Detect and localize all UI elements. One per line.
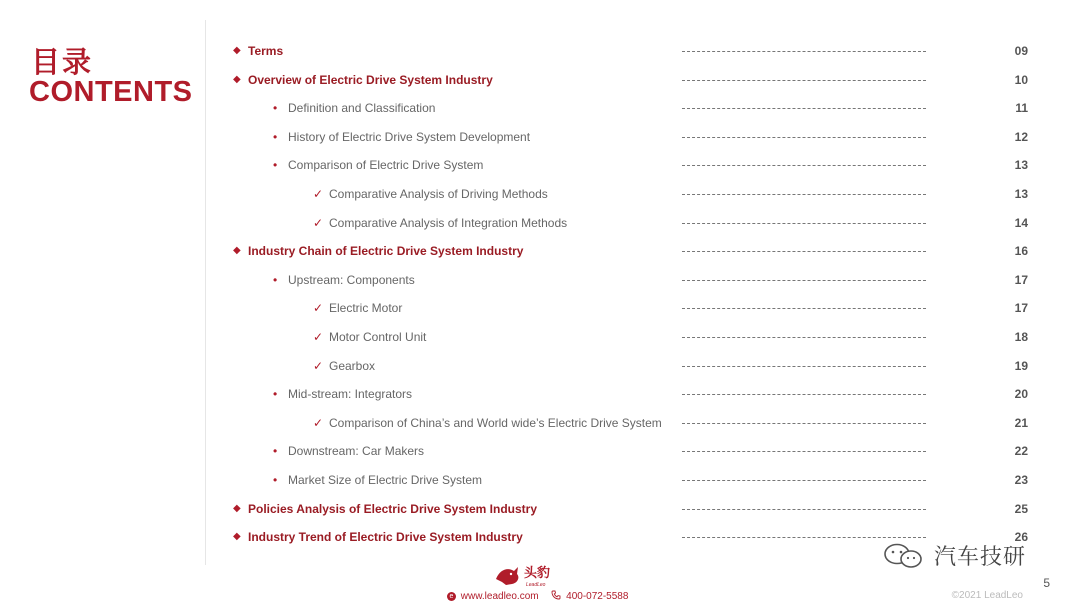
dotted-leader xyxy=(682,80,926,81)
diamond-bullet-icon: ◆ xyxy=(233,45,241,56)
toc-entry[interactable] xyxy=(0,380,1080,409)
toc-entry[interactable] xyxy=(0,123,1080,152)
toc-entry-label[interactable]: Market Size of Electric Drive System xyxy=(288,472,483,487)
dot-bullet-icon: • xyxy=(273,158,278,173)
toc-entry-label[interactable]: Comparison of Electric Drive System xyxy=(288,158,484,173)
page-title-en: CONTENTS xyxy=(29,76,193,108)
checkmark-icon: ✓ xyxy=(313,186,324,201)
toc-entry-label[interactable]: Industry Trend of Electric Drive System Industry xyxy=(248,530,523,545)
toc-entry-label[interactable]: Comparative Analysis of Integration Methods xyxy=(329,215,568,230)
toc-page-number: 21 xyxy=(1014,415,1028,430)
dotted-leader xyxy=(682,509,926,510)
diamond-bullet-icon: ◆ xyxy=(233,73,241,85)
toc-page-number: 14 xyxy=(1014,215,1028,230)
toc-entry[interactable] xyxy=(0,437,1080,466)
dotted-leader xyxy=(682,251,926,252)
copyright-text: ©2021 LeadLeo xyxy=(951,590,1023,601)
toc-page-number: 13 xyxy=(1014,158,1028,173)
toc-entry-label[interactable]: Policies Analysis of Electric Drive System Industry xyxy=(248,501,538,516)
diamond-bullet-icon: ◆ xyxy=(233,502,241,514)
logo-text: 头豹 xyxy=(524,566,551,581)
toc-page-number: 20 xyxy=(1014,387,1028,402)
dot-bullet-icon: • xyxy=(273,129,278,144)
toc-page-number: 17 xyxy=(1014,272,1028,287)
toc-page-number: 10 xyxy=(1014,72,1028,87)
toc-entry-label[interactable]: Upstream: Components xyxy=(288,272,415,287)
checkmark-icon: ✓ xyxy=(313,329,324,344)
website-link[interactable]: www.leadleo.com xyxy=(460,591,539,602)
table-of-contents xyxy=(0,37,1080,552)
toc-entry-label[interactable]: Motor Control Unit xyxy=(329,329,427,344)
logo-sub: LeadLeo xyxy=(526,582,546,588)
toc-entry[interactable] xyxy=(0,66,1080,95)
dot-bullet-icon: • xyxy=(273,272,278,287)
toc-page-number: 12 xyxy=(1014,129,1028,144)
toc-page-number: 09 xyxy=(1014,44,1028,58)
toc-entry[interactable] xyxy=(0,151,1080,180)
toc-entry-label[interactable]: Mid-stream: Integrators xyxy=(288,387,413,402)
toc-entry-label[interactable]: Electric Motor xyxy=(329,301,403,316)
dotted-leader xyxy=(682,366,926,367)
dotted-leader xyxy=(682,308,926,309)
phone-number: 400-072-5588 xyxy=(566,591,629,602)
toc-entry[interactable] xyxy=(0,266,1080,295)
phone-icon xyxy=(551,590,561,603)
dotted-leader xyxy=(682,480,926,481)
toc-page-number: 11 xyxy=(1015,101,1028,116)
dot-bullet-icon: • xyxy=(273,444,278,459)
toc-entry-label[interactable]: Overview of Electric Drive System Industry xyxy=(248,72,493,87)
checkmark-icon: ✓ xyxy=(313,415,324,430)
toc-entry[interactable] xyxy=(0,180,1080,209)
toc-page-number: 19 xyxy=(1014,358,1028,373)
checkmark-icon: ✓ xyxy=(313,301,324,316)
dotted-leader xyxy=(682,137,926,138)
toc-page-number: 17 xyxy=(1014,301,1028,316)
leadleo-logo xyxy=(494,563,564,589)
dotted-leader xyxy=(682,194,926,195)
checkmark-icon: ✓ xyxy=(313,215,324,230)
toc-page-number: 23 xyxy=(1014,472,1028,487)
toc-entry[interactable] xyxy=(0,352,1080,381)
toc-entry[interactable] xyxy=(0,94,1080,123)
dot-bullet-icon: • xyxy=(273,472,278,487)
toc-entry-label[interactable]: Terms xyxy=(248,44,284,58)
toc-page-number: 18 xyxy=(1014,329,1028,344)
toc-entry[interactable] xyxy=(0,466,1080,495)
page-title-zh: 目录 xyxy=(31,45,94,79)
dotted-leader xyxy=(682,108,926,109)
toc-entry-label[interactable]: History of Electric Drive System Development xyxy=(288,129,531,144)
checkmark-icon: ✓ xyxy=(313,358,324,373)
toc-entry-label[interactable]: Comparative Analysis of Driving Methods xyxy=(329,186,548,201)
toc-page-number: 13 xyxy=(1014,186,1028,201)
watermark-text: 汽车技研 xyxy=(934,545,1027,570)
toc-entry-label[interactable]: Comparison of China’s and World wide’s Electric Drive System xyxy=(329,415,662,430)
dotted-leader xyxy=(682,51,926,52)
diamond-bullet-icon: ◆ xyxy=(233,245,241,257)
toc-page-number: 26 xyxy=(1014,530,1028,545)
dotted-leader xyxy=(682,537,926,538)
toc-entry-label[interactable]: Downstream: Car Makers xyxy=(288,444,425,459)
toc-entry-label[interactable]: Industry Chain of Electric Drive System Industry xyxy=(248,244,524,259)
toc-entry[interactable] xyxy=(0,209,1080,238)
toc-entry[interactable] xyxy=(0,294,1080,323)
slide-number: 5 xyxy=(1043,576,1050,590)
toc-page-number: 25 xyxy=(1014,501,1028,516)
dotted-leader xyxy=(682,394,926,395)
dotted-leader xyxy=(682,280,926,281)
dotted-leader xyxy=(682,337,926,338)
toc-page-number: 16 xyxy=(1014,244,1028,259)
web-icon: e xyxy=(447,592,456,601)
toc-entry[interactable] xyxy=(0,237,1080,266)
toc-entry[interactable] xyxy=(0,495,1080,524)
dot-bullet-icon: • xyxy=(273,101,278,116)
dotted-leader xyxy=(682,451,926,452)
wechat-icon xyxy=(882,542,926,570)
footer-contacts xyxy=(447,590,628,603)
dotted-leader xyxy=(682,223,926,224)
toc-entry-label[interactable]: Gearbox xyxy=(329,358,376,373)
dotted-leader xyxy=(682,423,926,424)
toc-entry[interactable] xyxy=(0,323,1080,352)
toc-entry[interactable] xyxy=(0,409,1080,438)
toc-entry-label[interactable]: Definition and Classification xyxy=(288,101,436,116)
dot-bullet-icon: • xyxy=(273,387,278,402)
toc-page-number: 22 xyxy=(1014,444,1028,459)
toc-entry[interactable] xyxy=(0,37,1080,66)
dotted-leader xyxy=(682,165,926,166)
diamond-bullet-icon: ◆ xyxy=(233,531,241,543)
